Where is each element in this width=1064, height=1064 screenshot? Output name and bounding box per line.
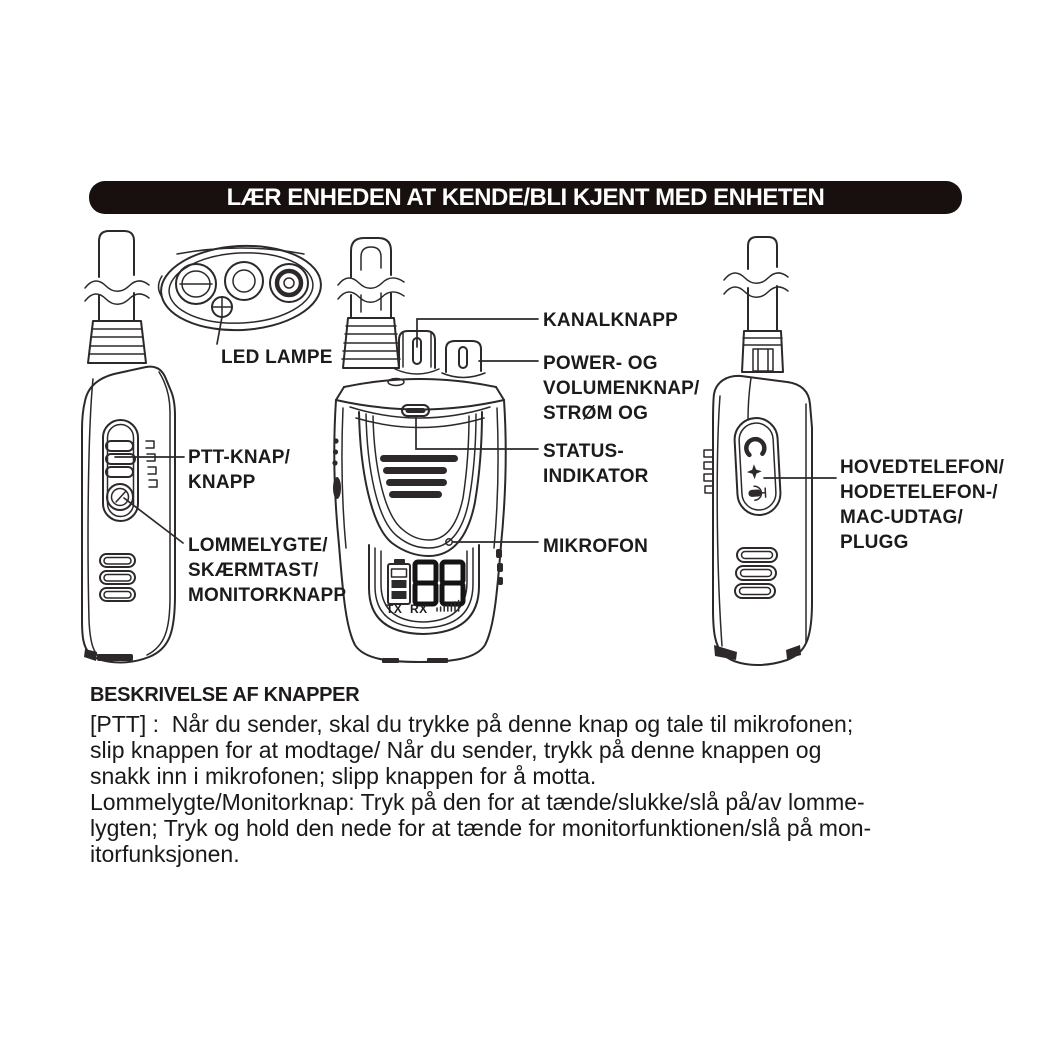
belt-clip-teeth-right — [704, 450, 713, 493]
tx-label: TX — [386, 602, 403, 616]
callout-channel-knob — [543, 308, 678, 333]
callout-line: HOVEDTELEFON/ — [840, 457, 1005, 478]
callout-line: HODETELEFON-/ — [840, 482, 998, 503]
antenna-right — [724, 237, 788, 372]
top-view — [159, 242, 324, 334]
antenna-front — [338, 238, 404, 368]
speaker-panel — [359, 412, 482, 556]
callout-flashlight-monitor-button — [188, 533, 346, 608]
description-line: [PTT] : Når du sender, skal du trykke på denne knap og tale til mikrofonen; — [90, 711, 854, 737]
callout-line: KANALKNAPP — [543, 310, 678, 331]
front-view — [332, 238, 505, 663]
callout-line: MONITORKNAPP — [188, 585, 347, 606]
feet-left — [84, 649, 133, 661]
side-slots-right — [735, 548, 777, 598]
battery-icon — [388, 559, 410, 604]
channel-digits — [415, 562, 463, 604]
callout-line: KNAPP — [188, 472, 256, 493]
callout-line: PTT-KNAP/ — [188, 447, 291, 468]
leader-status-indicator — [416, 417, 538, 449]
top-antenna-mount — [270, 264, 308, 302]
led-crosshair-icon — [212, 297, 232, 317]
callout-line: STATUS- — [543, 441, 624, 462]
callout-line: PLUGG — [840, 532, 909, 553]
power-volume-knob — [442, 341, 485, 378]
callout-line: INDIKATOR — [543, 466, 649, 487]
callout-microphone — [543, 534, 648, 559]
description-line: Lommelygte/Monitorknap: Tryk på den for at tænde/slukke/slå på/av lomme- — [90, 789, 865, 815]
side-slots-left — [100, 554, 135, 601]
callout-line: POWER- OG — [543, 353, 658, 374]
mic-icon — [748, 486, 766, 501]
top-channel-knob — [225, 262, 263, 300]
callout-led-lamp — [221, 345, 333, 370]
right-side-view — [704, 237, 812, 665]
belt-clip-teeth-left — [146, 441, 157, 487]
callout-line: LOMMELYGTE/ — [188, 535, 328, 556]
rx-label: RX — [410, 602, 428, 616]
description-line: itorfunksjonen. — [90, 841, 240, 867]
callout-line: LED LAMPE — [221, 347, 333, 368]
callout-line: SKÆRMTAST/ — [188, 560, 319, 581]
callout-line: MAC-UDTAG/ — [840, 507, 964, 528]
lcd-display — [386, 559, 463, 616]
callout-power-volume-knob — [543, 351, 700, 426]
callout-line: STRØM OG — [543, 403, 649, 424]
description-heading: BESKRIVELSE AF KNAPPER — [90, 684, 360, 706]
callout-headphone-jack — [840, 455, 1004, 555]
section-title: LÆR ENHEDEN AT KENDE/BLI KJENT MED ENHETEN — [226, 183, 825, 211]
top-volume-knob — [176, 264, 216, 304]
headphone-icon — [746, 439, 765, 455]
star-icon — [746, 464, 762, 480]
description-line: slip knappen for at modtage/ Når du sender, trykk på denne knappen og — [90, 737, 822, 763]
callout-ptt-button — [188, 445, 290, 495]
callout-status-indicator — [543, 439, 649, 489]
callout-line: MIKROFON — [543, 536, 649, 557]
callout-line: VOLUMENKNAP/ — [543, 378, 700, 399]
description-line: snakk inn i mikrofonen; slipp knappen for å motta. — [90, 763, 597, 789]
flashlight-button — [107, 484, 133, 510]
button-description-section — [90, 684, 990, 867]
status-indicator-slot — [402, 405, 429, 416]
feet-right — [714, 645, 801, 660]
jack-panel — [734, 417, 782, 516]
description-line: lygten; Tryk og hold den nede for at tænde for monitorfunktionen/slå på mon- — [90, 815, 872, 841]
antenna-left — [85, 231, 149, 363]
